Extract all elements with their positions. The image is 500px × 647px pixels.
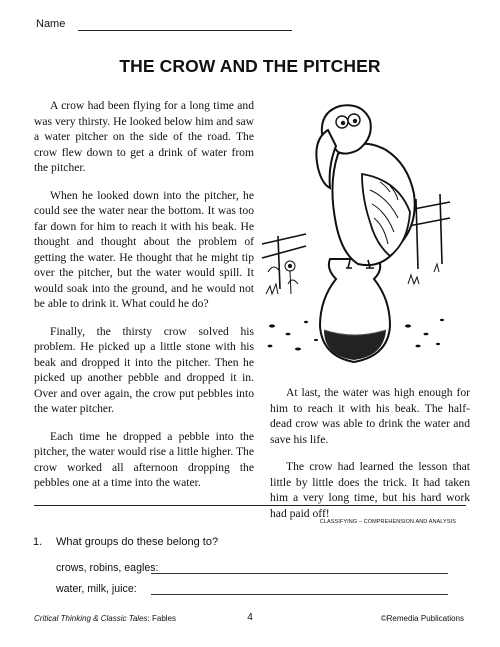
- answer-prompt: crows, robins, eagles:: [56, 562, 159, 574]
- story-paragraph: A crow had been flying for a long time and was very thirsty. He looked below him and saw a water pitcher on the side of the road. The crow flew down to get a drink of water from the pitcher.: [34, 99, 254, 174]
- page-number: 4: [247, 612, 253, 623]
- book-subtitle: : Fables: [147, 614, 176, 623]
- story-paragraph: The crow had learned the lesson that little by little does the trick. It had taken him a very long time, but his hard work had paid off!: [270, 460, 470, 520]
- skill-category-label: CLASSIFYING – COMPREHENSION AND ANALYSIS: [319, 519, 456, 525]
- footer-publisher: ©Remedia Publications: [380, 614, 464, 623]
- crow-pitcher-illustration: [258, 94, 454, 370]
- story-paragraph: Finally, the thirsty crow solved his problem. He picked up a little stone with his beak and dropped it into the pitcher. Then he picked up another pebble and dropped it in. Over and over again, the crow put pebbles into the water pitcher.: [34, 324, 254, 415]
- story-paragraph: Each time he dropped a pebble into the pitcher, the water would rise a little higher. The crow worked all afternoon dropping the pebbles one at a time into the water.: [34, 429, 254, 489]
- page-title: THE CROW AND THE PITCHER: [119, 56, 381, 76]
- name-label: Name: [36, 18, 66, 30]
- section-divider: [34, 505, 466, 506]
- answer-line[interactable]: [151, 594, 448, 595]
- question-number: 1.: [33, 536, 43, 548]
- answer-prompt: water, milk, juice:: [56, 583, 137, 595]
- story-left-column: [34, 98, 254, 503]
- name-line[interactable]: [78, 30, 292, 31]
- story-paragraph: When he looked down into the pitcher, he could see the water near the bottom. It was too far down for him to reach it with his beak. He thought and thought about the problem of getting the water. He thought that he might tip over the pitcher, but the water would spill. It would soak into the ground, and he would not be able to drink it. What could he do?: [34, 188, 254, 310]
- story-right-column: [270, 385, 470, 533]
- story-paragraph: At last, the water was high enough for him to reach it with his beak. The half-dead crow was able to drink the water and save his life.: [270, 386, 470, 446]
- book-title: Critical Thinking & Classic Tales: [34, 614, 148, 623]
- question-text: What groups do these belong to?: [56, 536, 219, 548]
- answer-line[interactable]: [151, 573, 448, 574]
